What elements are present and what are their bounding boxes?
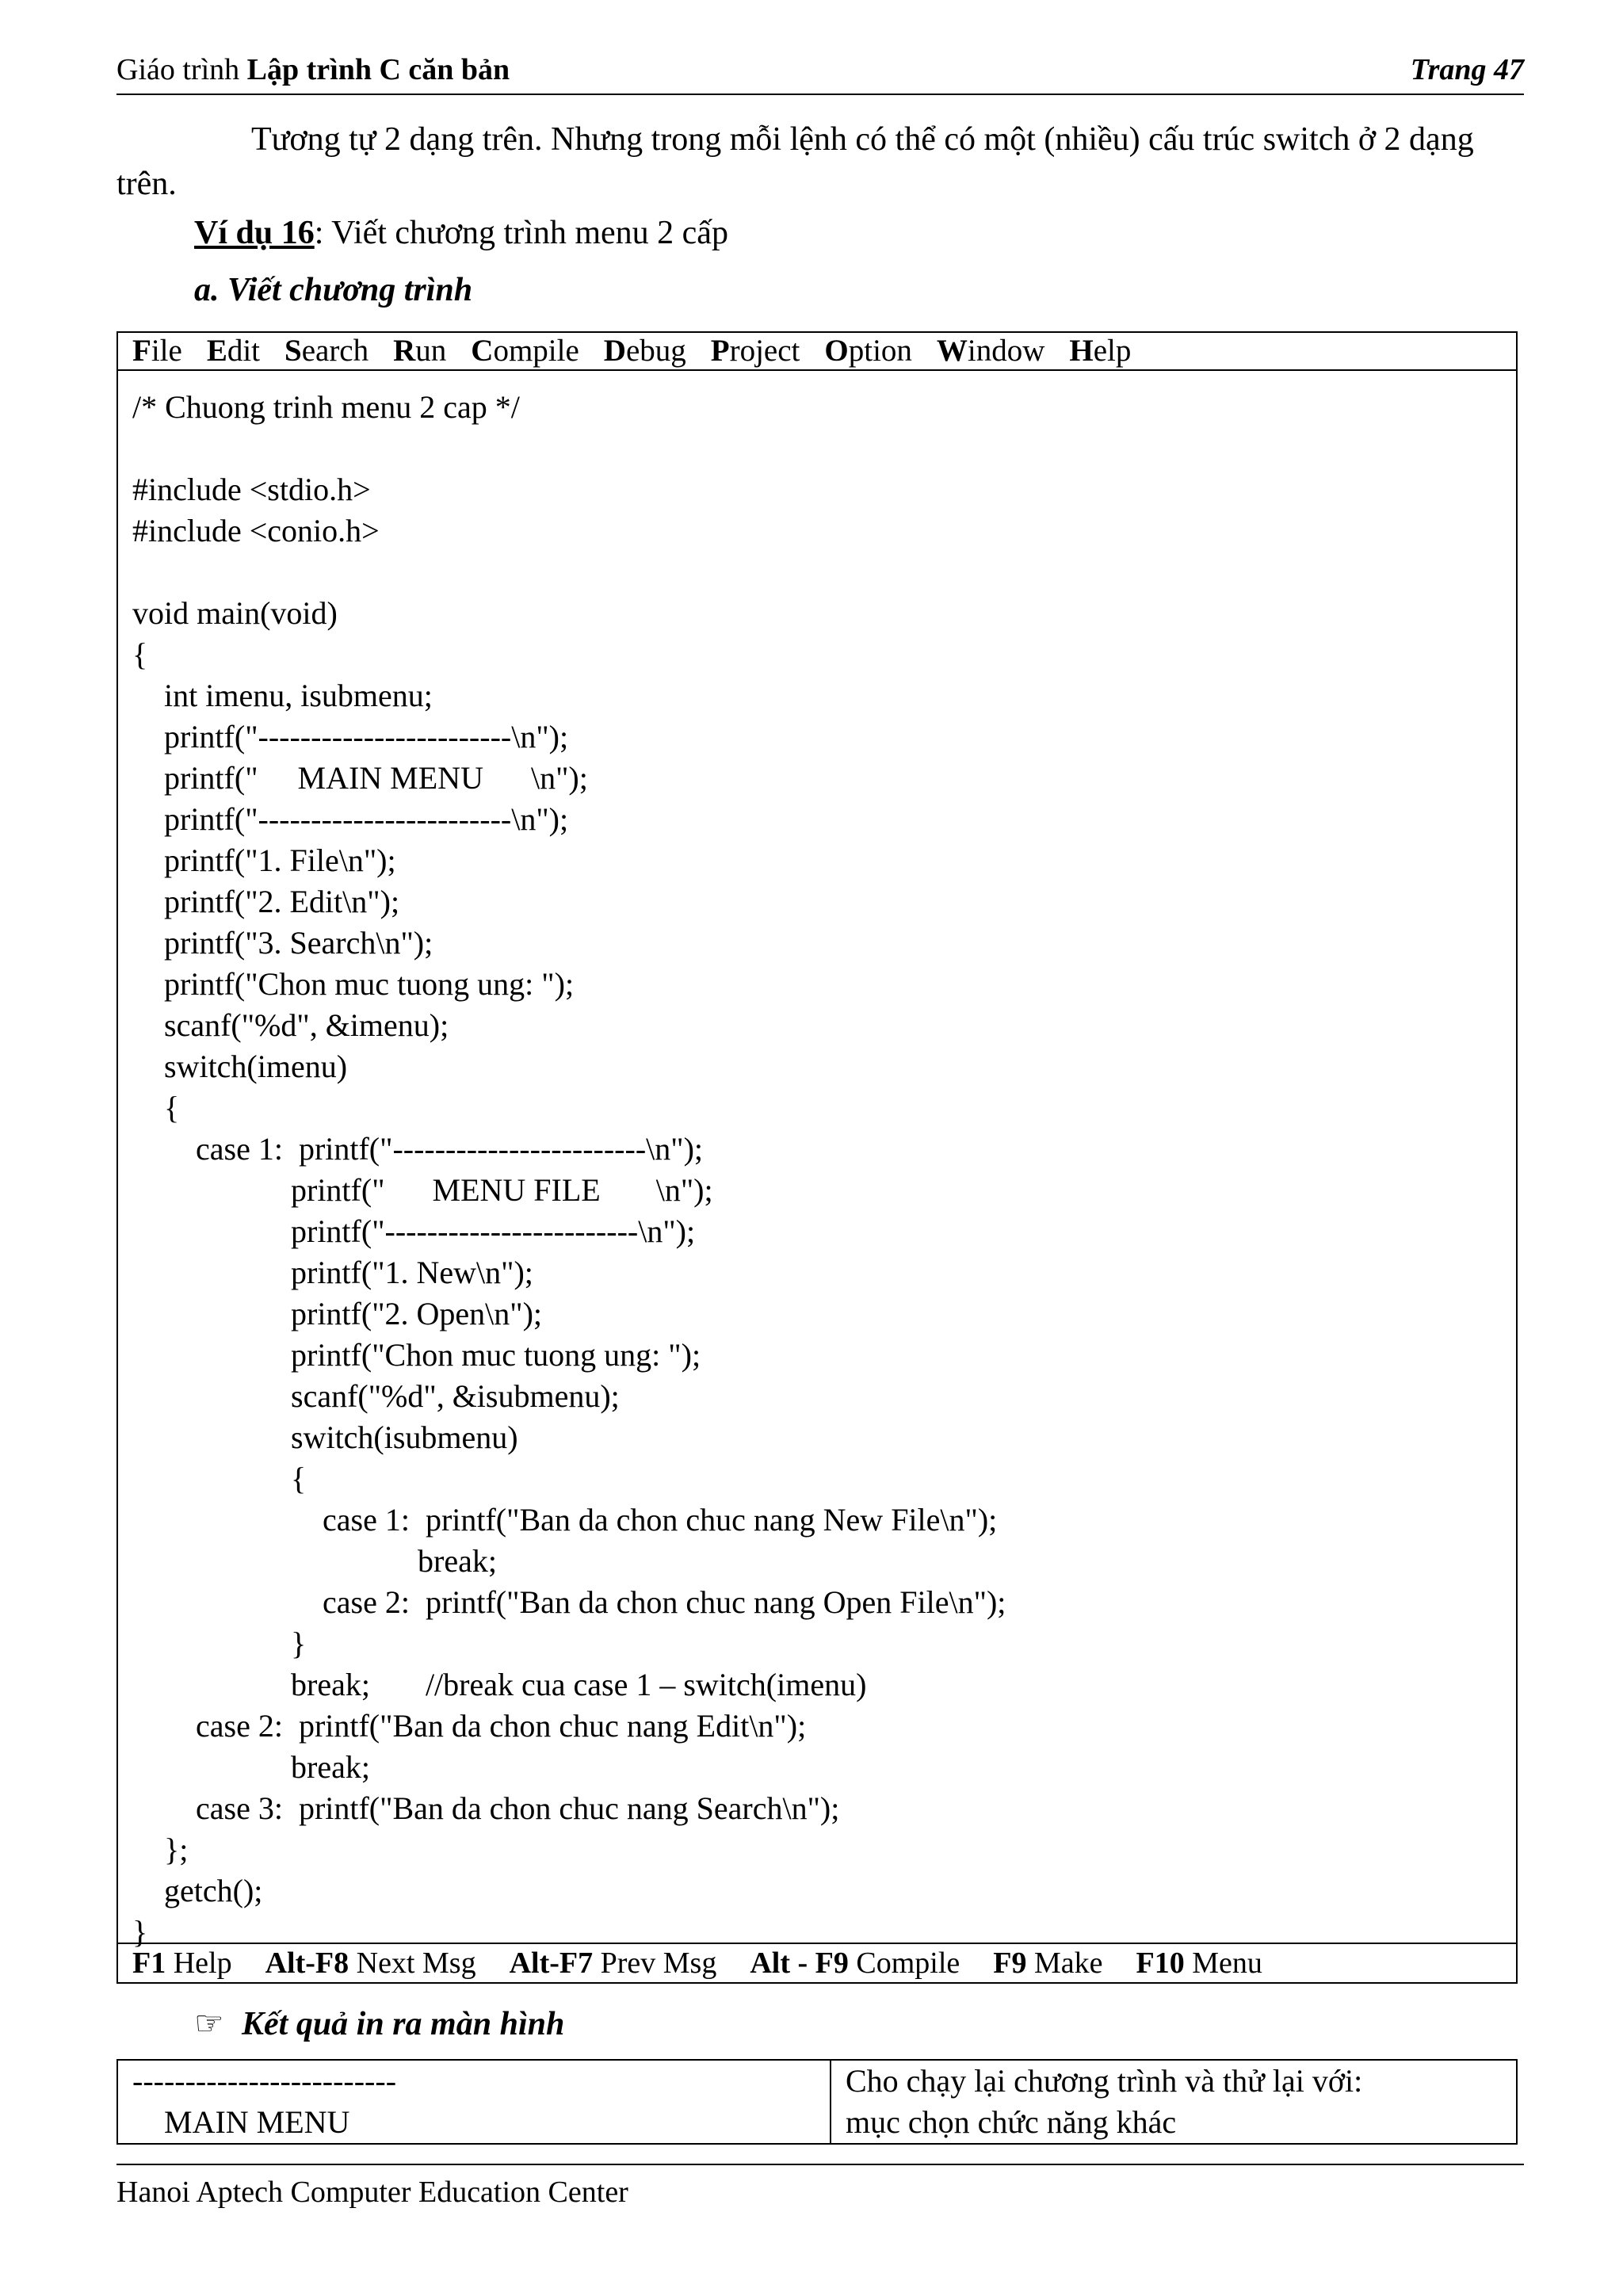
menu-item-debug[interactable]: Debug (603, 334, 686, 368)
subheading: a. Viết chương trình (194, 272, 473, 308)
header-divider (116, 94, 1524, 95)
output-table (116, 2059, 1518, 2145)
ide-menubar (118, 333, 1516, 371)
intro-paragraph: Tương tự 2 dạng trên. Nhưng trong mỗi lệnh có thể có một (nhiều) cấu trúc switch ở 2 dạng trên. (116, 121, 1474, 202)
status-item-make[interactable]: F9 Make (993, 1946, 1103, 1980)
program-output: ------------------------- MAIN MENU (118, 2061, 831, 2143)
footer-divider (116, 2164, 1524, 2165)
code-listing: /* Chuong trinh menu 2 cap */ #include <stdio.h> #include <conio.h> void main(void) { int imenu, isubmenu; printf("------------------------\n"); printf(" MAIN MENU \n"); printf("------------------------\n"); printf("1. File\n"); printf("2. Edit\n"); printf("3. Search\n"); printf("Chon muc tuong ung: "); scanf("%d", &imenu); switch(imenu) { case 1: printf("------------------------\n"); printf(" MENU FILE \n"); printf("------------------------\n"); printf("1. New\n"); printf("2. Open\n"); printf("Chon muc tuong ung: "); scanf("%d", &isubmenu); switch(isubmenu) { case 1: printf("Ban da chon chuc nang New File\n"); break; case 2: printf("Ban da chon chuc nang Open File\n"); } break; //break cua case 1 – switch(imenu) case 2: printf("Ban da chon chuc nang Edit\n"); break; case 3: printf("Ban da chon chuc nang Search\n"); }; getch(); } (132, 389, 1006, 1950)
menu-item-edit[interactable]: Edit (206, 334, 260, 368)
example-text: : Viết chương trình menu 2 cấp (314, 215, 728, 251)
example-label: Ví dụ 16 (194, 215, 315, 251)
result-heading: ☞ Kết quả in ra màn hình (194, 2004, 564, 2043)
menu-item-search[interactable]: Search (285, 334, 369, 368)
status-item-menu[interactable]: F10 Menu (1136, 1946, 1262, 1980)
ide-window (116, 331, 1518, 1984)
running-header (116, 52, 510, 87)
status-item-next-msg[interactable]: Alt-F8 Next Msg (265, 1946, 476, 1980)
pointing-hand-icon: ☞ (194, 2006, 224, 2042)
status-item-compile[interactable]: Alt - F9 Compile (750, 1946, 960, 1980)
menu-item-window[interactable]: Window (936, 334, 1045, 368)
status-item-help[interactable]: F1 Help (132, 1946, 232, 1980)
menu-item-help[interactable]: Help (1069, 334, 1132, 368)
page-footer: Hanoi Aptech Computer Education Center (116, 2176, 628, 2209)
example-heading (194, 214, 728, 252)
ide-statusbar (118, 1943, 1516, 1982)
menu-item-option[interactable]: Option (824, 334, 912, 368)
book-title: Lập trình C căn bản (246, 53, 510, 86)
page-number: Trang 47 (1410, 53, 1524, 86)
book-prefix: Giáo trình (116, 53, 240, 86)
menu-item-run[interactable]: Run (393, 334, 447, 368)
menu-item-project[interactable]: Project (710, 334, 800, 368)
menu-item-compile[interactable]: Compile (471, 334, 579, 368)
status-item-prev-msg[interactable]: Alt-F7 Prev Msg (509, 1946, 717, 1980)
output-note: Cho chạy lại chương trình và thử lại với: mục chọn chức năng khác (846, 2063, 1363, 2140)
menu-item-file[interactable]: File (132, 334, 182, 368)
